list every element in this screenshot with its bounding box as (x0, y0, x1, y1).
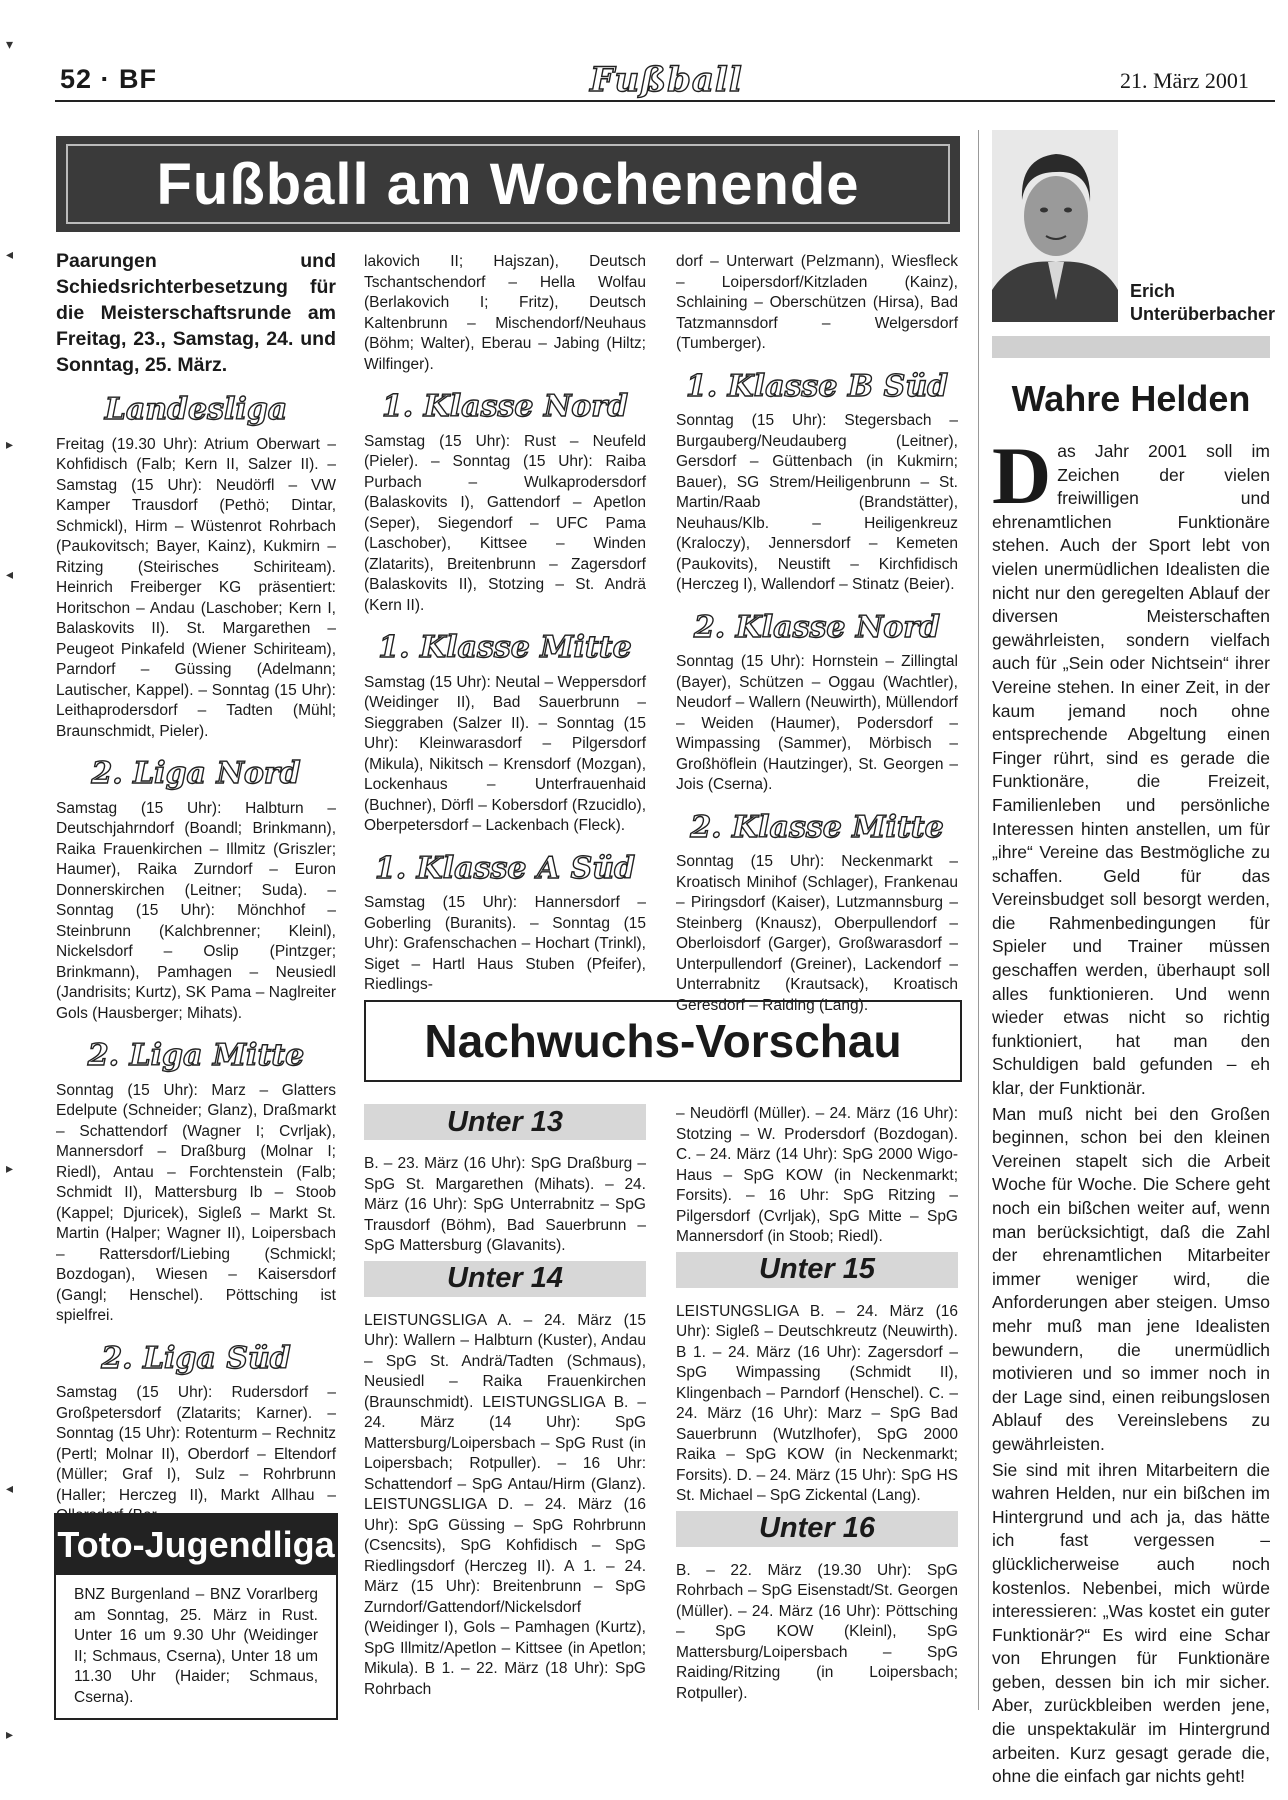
column-3 (676, 252, 958, 1020)
author-photo (992, 130, 1118, 322)
headline: Fußball am Wochenende (156, 151, 860, 217)
commentary-paragraph-1 (992, 430, 1270, 1101)
binder-mark: ▾ (6, 36, 14, 52)
fixtures-continued-2: dorf – Unterwart (Pelzmann), Wiesfleck – Loipersdorf/Kitzladen (Kainz), Schlaining – Oberschützen (Hirsa), Bad Tatzmannsdorf – Welgersdorf (Tumberger). (676, 253, 958, 352)
issue-date: 21. März 2001 (1120, 68, 1249, 93)
heading-unter-16: Unter 16 (676, 1511, 958, 1547)
heading-1-klasse-nord: 1. Klasse Nord (381, 389, 629, 424)
column-2 (364, 252, 646, 1000)
fixtures-continued: lakovich II; Hajszan), Deutsch Tschantschendorf – Hella Wolfau (Berlakovich I; Fritz), Deutsch Kaltenbrunn – Mischendorf/Neuhaus (Böhm; Walter), Eberau – Jabing (Hiltz; Wilfinger). (364, 253, 646, 373)
fixtures-landesliga: Freitag (19.30 Uhr): Atrium Oberwart – Kohfidisch (Falb; Kern II, Salzer II). – Samstag (15 Uhr): Neudörfl – VW Kamper Trausdorf (Pethö; Dintar, Schmickl), Hirm – Wüstenrot Rohrbach (Paukovitsch; Bayer, Kainz), Kukmirn – Ritzing (Steirisches Schiriteam). Heinrich Freiberger KG präsentiert: Horitschon – Andau (Laschober; Kern I, Balaskovits II). St. Margarethen – Peugeot Pinkafeld (Wiener Schiriteam), Parndorf – Güssing (Adelmann; Lautischer, Kappel). – Sonntag (15 Uhr): Leithaprodersdorf – Tadten (Mühl; Braunschmidt, Pieler). (56, 435, 336, 740)
heading-1-klasse-mitte: 1. Klasse Mitte (378, 630, 632, 665)
fixtures-2-liga-nord: Samstag (15 Uhr): Halbturn – Deutschjahrndorf (Boandl; Brinkmann), Raika Frauenkirchen – Illmitz (Griszler; Haumer), Raika Zurndorf – Euron Donnerskirchen (Leitner; Suda). – Sonntag (15 Uhr): Mönchhof – Steinbrunn (Kalchbrenner; Kleinl), Nickelsdorf – Oslip (Pintzger; Brinkmann), Pamhagen – Neusiedl (Jandrisits; Kurtz), SK Pama – Naglreiter Gols (Hausberger; Mihats). (56, 799, 336, 1022)
heading-2-liga-mitte: 2. Liga Mitte (87, 1038, 305, 1073)
header-rule (55, 100, 1275, 102)
intro-text: Paarungen und Schiedsrichterbesetzung für die Meisterschaftsrunde am Freitag, 23., Samstag, 24. und Sonntag, 25. März. (56, 250, 336, 376)
binder-mark: ▸ (6, 436, 14, 452)
binder-mark: ◂ (6, 246, 14, 262)
heading-unter-13: Unter 13 (364, 1104, 646, 1140)
commentary-paragraph-3: Sie sind mit ihren Mitarbeitern die wahren Helden, nur ein bißchen im Hintergrund und ach ja, das hätte ich fast vergessen – glücklicherweise auch noch kostenlos. Nebenbei, mich würde interessieren: „Was kostet ein guter Funktionär?“ Es wird eine Schar von Ehrungen für Funktionäre geben, dessen bin ich mir sicher. Aber, zurückbleiben werden jene, die unspektakulär im Hintergrund arbeiten. Kurz gesagt gerade die, ohne die einfach gar nichts geht! (992, 1459, 1270, 1787)
commentary-body (992, 430, 1270, 1791)
commentary-title: Wahre Helden (1011, 378, 1251, 419)
toto-text: BNZ Burgenland – BNZ Vorarlberg am Sonntag, 25. März in Rust. Unter 16 um 9.30 Uhr (Weidinger II; Schmaus, Cserna), Unter 18 um 11.30 Uhr (Haider; Schmaus, Cserna). (74, 1586, 318, 1706)
commentary-paragraph-1-text: as Jahr 2001 soll im Zeichen der vielen freiwilligen und ehrenamtlichen Funktionäre stehen. Auch der Sport lebt von vielen unermüdlichen Idealisten die nicht nur den geregelten Ablauf der diversen Meisterschaften gewährleisten, sondern vielfach auch für „Sein oder Nichtsein“ ihrer Vereine stehen. In einer Zeit, in der kaum jemand noch ohne entsprechende Abgeltung einen Finger rührt, sind es gerade die Funktionäre, die Freizeit, Familienleben und persönliche Interessen hinten anstellen, um für „ihre“ Vereine das Bestmögliche zu schaffen. Geld für das Vereinsbudget soll besorgt werden, die Rahmenbedingungen für Spieler und Trainer müssen geschaffen werden, überhaupt soll alles funktionieren. Und wenn wieder etwas nicht so richtig funktioniert, hat man den Schuldigen bald gefunden – eh klar, der Funktionär. (992, 441, 1270, 1099)
nachwuchs-column-right (676, 1104, 958, 1708)
commentary-bar (992, 336, 1270, 358)
fixtures-unter-15: LEISTUNGSLIGA B. – 24. März (16 Uhr): Sigleß – Deutschkreutz (Neuwirth). B 1. – 24. März (16 Uhr): Zagersdorf – SpG Wimpassing (Schmidt II), Klingenbach – Parndorf (Henschel). C. – 24. März (16 Uhr): Marz – SpG Bad Sauerbrunn (Wutzlhofer), SpG 2000 Raika – SpG KOW (in Neckenmarkt; Forsits). D. – 24. März (15 Uhr): SpG HS St. Michael – SpG Zickental (Lang). (676, 1302, 958, 1504)
heading-2-liga-sued: 2. Liga Süd (101, 1340, 291, 1376)
fixtures-unter-16: B. – 22. März (19.30 Uhr): SpG Rohrbach – SpG Eisenstadt/St. Georgen (Müller). – 24. März (16 Uhr): Pöttsching – SpG KOW (Kleinl), SpG Mattersburg/Loipersbach – SpG Raiding/Ritzing (in Loipersbach; Rotpuller). (676, 1561, 958, 1702)
section-title: Fußball (590, 60, 743, 100)
author-name: Erich Unterüberbacher (1130, 281, 1276, 324)
nachwuchs-title: Nachwuchs-Vorschau (424, 1015, 902, 1067)
binder-mark: ◂ (6, 1480, 14, 1496)
heading-unter-15: Unter 15 (676, 1252, 958, 1288)
fixtures-unter-13-continued: – Neudörfl (Müller). – 24. März (16 Uhr): Stotzing – W. Prodersdorf (Bozdogan). C. – 24. März (14 Uhr): SpG 2000 Wigo-Haus – SpG KOW (in Neckenmarkt; Forsits). – 16 Uhr: SpG Ritzing – Pilgersdorf (Cvrljak), SpG Mitte – SpG Mannersdorf (in Stoob; Riedl). (676, 1105, 958, 1245)
heading-2-liga-nord: 2. Liga Nord (91, 756, 301, 791)
binder-mark: ▸ (6, 1726, 14, 1742)
fixtures-2-liga-mitte: Sonntag (15 Uhr): Marz – Glatters Edelpute (Schneider; Glanz), Draßmarkt – Schattendorf (Wagner I; Cvrljak), Mannersdorf – Draßburg (Molnar I; Riedl), Antau – Forchtenstein (Falb; Schmidt II), Mattersburg Ib – Stoob (Kappel; Djuricek), Sigleß – Markt St. Martin (Halper; Wagner II), Loipersbach – Rattersdorf/Liebing (Schmickl; Bozdogan), Wiesen – Kaisersdorf (Gangl; Henschel). Pöttsching ist spielfrei. (56, 1081, 336, 1324)
commentary-paragraph-2: Man muß nicht bei den Großen beginnen, schon bei den kleinen Vereinen stapelt sich die Arbeit Woche für Woche. Die Schere geht noch ein bißchen weiter auf, wenn man berücksichtigt, daß die Zahl der ehrenamtlichen Mitarbeiter immer weniger wird, die Anforderungen aber steigen. Umso mehr muß man jene Idealisten bewundern, die unermüdlich motivieren und so immer noch in der Lage sind, einen reibungslosen Ablauf des Vereinslebens zu gewährleisten. (992, 1103, 1270, 1454)
column-1 (56, 248, 336, 1531)
fixtures-unter-13: B. – 23. März (16 Uhr): SpG Draßburg – SpG St. Margarethen (Mihats). – 24. März (16 Uhr): SpG Unterrabnitz – SpG Trausdorf (Böhm), Bad Sauerbrunn – SpG Mattersburg (Glavanits). (364, 1155, 646, 1254)
heading-2-klasse-nord: 2. Klasse Nord (693, 609, 941, 645)
fixtures-1-klasse-a-sued: Samstag (15 Uhr): Hannersdorf – Goberling (Buranits). – Sonntag (15 Uhr): Grafenschachen – Hochart (Trinkl), Siget – Hartl Haus Stuben (Pfeifer), Riedlings- (364, 894, 646, 993)
headline-banner (56, 136, 960, 232)
fixtures-1-klasse-nord: Samstag (15 Uhr): Rust – Neufeld (Pieler). – Sonntag (15 Uhr): Raiba Purbach – Wulkaprodersdorf (Balaskovits I), Gattendorf – Apetlon (Seper), Siegendorf – UFC Pama (Laschober), Kittsee – Winden (Zlatarits), Breitenbrunn – Zagersdorf (Balaskovits II), Stotzing – St. Andrä (Kern II). (364, 432, 646, 614)
fixtures-2-klasse-mitte: Sonntag (15 Uhr): Neckenmarkt – Kroatisch Minihof (Schlager), Frankenau – Piringsdorf (Kaiser), Lutzmannsburg – Steinberg (Knausz), Oberpullendorf – Oberloisdorf (Garger), Großwarasdorf – Unterpullendorf (Greiner), Lackendorf – Unterrabnitz (Krautsack), Kroatisch Geresdorf – Raiding (Lang). (676, 853, 958, 1014)
binder-mark: ◂ (6, 566, 14, 582)
heading-landesliga: Landesliga (104, 392, 288, 427)
fixtures-1-klasse-b-sued: Sonntag (15 Uhr): Stegersbach – Burgauberg/Neudauberg (Leitner), Gersdorf – Güttenbach (in Kukmirn; Bauer), SG Strem/Heiligenbrunn – St. Martin/Raab (Brandstätter), Neuhaus/Klb. – Heiligenkreuz (Kraloczy), Jennersdorf – Kemeten (Paukovits), Neustift – Kirchfidisch (Herczeg I), Wallendorf – Stinatz (Beier). (676, 412, 958, 593)
fixtures-2-liga-sued: Samstag (15 Uhr): Rudersdorf – Großpetersdorf (Zlatarits; Karner). – Sonntag (15 Uhr): Rotenturm – Rechnitz (Pertl; Molnar II), Oberdorf – Eltendorf (Müller; Graf I), Sulz – Rohrbrunn (Haller; Herczeg II), Markt Allhau – (56, 1384, 336, 1504)
heading-unter-14: Unter 14 (364, 1261, 646, 1297)
heading-2-klasse-mitte: 2. Klasse Mitte (690, 809, 944, 845)
heading-1-klasse-b-sued: 1. Klasse B Süd (685, 368, 949, 404)
sidebar-divider (978, 130, 979, 1710)
headline-frame (66, 144, 950, 224)
binder-mark: ▸ (6, 1160, 14, 1176)
toto-title: Toto-Jugendliga (56, 1515, 336, 1575)
toto-jugendliga-box (54, 1513, 338, 1720)
fixtures-unter-14: LEISTUNGSLIGA A. – 24. März (15 Uhr): Wallern – Halbturn (Kuster), Andau – SpG St. Andrä/Tadten (Schmaus), Neusiedl – Raika Frauenkirchen (Braunschmidt). LEISTUNGSLIGA B. – 24. März (14 Uhr): SpG Mattersburg/Loipersbach – SpG Rust (in Loipersbach; Rotpuller). – 16 Uhr: Schattendorf – SpG Antau/Hirm (Glanz). LEISTUNGSLIGA D. – 24. März (16 Uhr): SpG Güssing – SpG Rohrbrunn (Csencsits), SpG Kohfidisch – SpG Riedlingsdorf (Herczeg II). A 1. – 24. März (15 Uhr): Breitenbrunn – SpG Zurndorf/Gattendorf/Nickelsdorf (Weidinger I), Gols – Pamhagen (Kurtz), SpG Illmitz/Apetlon – Kittsee (in Apetlon; Mikula). B 1. – 22. März (18 Uhr): SpG Rohrbach (364, 1311, 646, 1698)
fixtures-1-klasse-mitte: Samstag (15 Uhr): Neutal – Weppersdorf (Weidinger II), Bad Sauerbrunn – Sieggraben (Salzer II). – Sonntag (15 Uhr): Kleinwarasdorf – Pilgersdorf (Mikula), Nikitsch – Krensdorf (Mozgan), Lockenhaus – Unterfrauenhaid (Buchner), Dörfl – Kobersdorf (Rzucidlo), Oberpetersdorf – Lackenbach (Fleck). (364, 673, 646, 834)
drop-cap: D (992, 430, 1052, 521)
fixtures-2-klasse-nord: Sonntag (15 Uhr): Hornstein – Zillingtal (Bayer), Schützen – Oggau (Wachtler), Neudorf – Wallern (Neuwirth), Müllendorf – Weiden (Haumer), Podersdorf – Wimpassing (Sammer), Mörbisch – Großhöflein (Hautzinger), St. Georgen – Jois (Cserna). (676, 653, 958, 793)
heading-1-klasse-a-sued: 1. Klasse A Süd (374, 850, 636, 886)
nachwuchs-title-box (364, 1000, 962, 1082)
nachwuchs-column-left (364, 1100, 646, 1704)
page-number: 52 · BF (60, 64, 158, 94)
